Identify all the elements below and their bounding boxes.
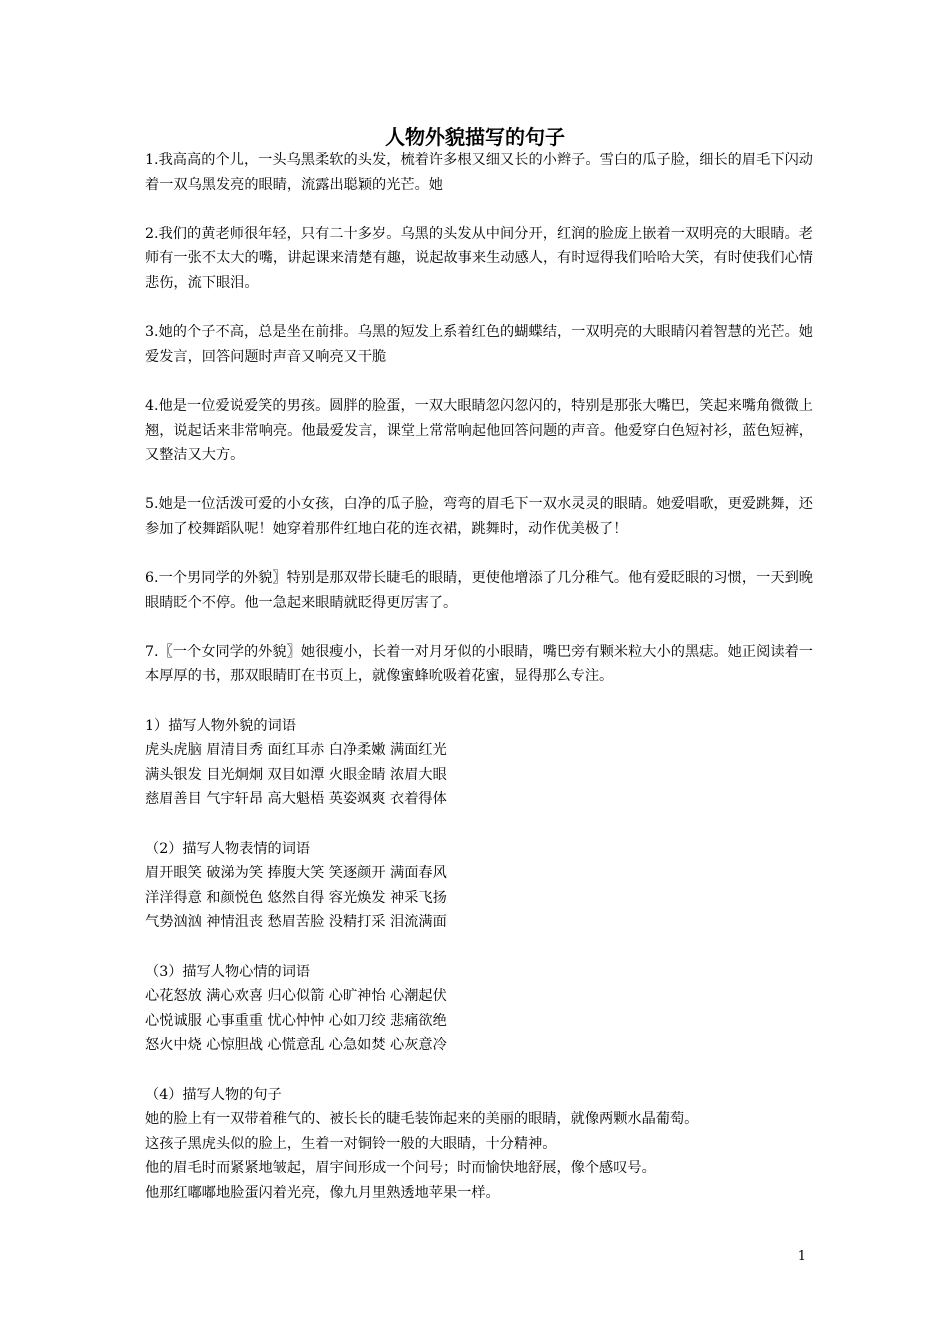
word-list-heading: （3）描写人物心情的词语	[145, 963, 311, 980]
word-list-expression	[145, 837, 813, 935]
word-list-line: 气势汹汹 神情沮丧 愁眉苦脸 没精打采 泪流满面	[145, 914, 447, 931]
paragraph-6: 6.一个男同学的外貌〗特别是那双带长睫毛的眼睛，更使他增添了几分稚气。他有爱眨眼的习惯，一天到晚眼睛眨个不停。他一急起来眼睛就眨得更厉害了。	[145, 570, 813, 611]
page-number: 1	[797, 1249, 806, 1264]
word-list-line: 眉开眼笑 破涕为笑 捧腹大笑 笑逐颜开 满面春风	[145, 865, 447, 882]
paragraph-3: 3.她的个子不高，总是坐在前排。乌黑的短发上系着红色的蝴蝶结，一双明亮的大眼睛闪着智慧的光芒。她爱发言，回答问题时声音又响亮又干脆	[145, 324, 813, 365]
paragraph-2: 2.我们的黄老师很年轻，只有二十多岁。乌黑的头发从中间分开，红润的脸庞上嵌着一双明亮的大眼睛。老师有一张不太大的嘴，讲起课来清楚有趣，说起故事来生动感人，有时逗得我们哈哈大笑，有时使我们心情悲伤，流下眼泪。	[145, 225, 813, 291]
sentence-line: 她的脸上有一双带着稚气的、被长长的睫毛装饰起来的美丽的眼睛，就像两颗水晶葡萄。	[145, 1111, 699, 1128]
word-list-appearance	[145, 714, 813, 812]
paragraph-7: 7.〖一个女同学的外貌〗她很瘦小，长着一对月牙似的小眼睛，嘴巴旁有颗米粒大小的黑痣。她正阅读着一本厚厚的书，那双眼睛盯在书页上，就像蜜蜂吮吸着花蜜，显得那么专注。	[145, 643, 813, 685]
document-body	[145, 148, 813, 1230]
word-list-line: 满头银发 目光炯炯 双目如潭 火眼金睛 浓眉大眼	[145, 766, 447, 783]
sentence-list	[145, 1083, 813, 1206]
word-list-line: 怒火中烧 心惊胆战 心慌意乱 心急如焚 心灰意冷	[145, 1037, 447, 1054]
page-title: 人物外貌描写的句子	[385, 125, 565, 149]
word-list-line: 虎头虎脑 眉清目秀 面红耳赤 白净柔嫩 满面红光	[145, 742, 447, 759]
word-list-line: 心悦诚服 心事重重 忧心忡忡 心如刀绞 悲痛欲绝	[145, 1012, 447, 1029]
word-list-line: 心花怒放 满心欢喜 归心似箭 心旷神怡 心潮起伏	[145, 988, 447, 1005]
paragraph-1: 1.我高高的个儿，一头乌黑柔软的头发，梳着许多根又细又长的小辫子。雪白的瓜子脸，细长的眉毛下闪动着一双乌黑发亮的眼睛，流露出聪颖的光芒。她	[145, 152, 813, 193]
paragraph-5: 5.她是一位活泼可爱的小女孩，白净的瓜子脸，弯弯的眉毛下一双水灵灵的眼睛。她爱唱歌，更爱跳舞，还参加了校舞蹈队呢！她穿着那件红地白花的连衣裙，跳舞时，动作优美极了！	[145, 496, 813, 537]
paragraph-4: 4.他是一位爱说爱笑的男孩。圆胖的脸蛋，一双大眼睛忽闪忽闪的，特别是那张大嘴巴，笑起来嘴角微微上翘，说起话来非常响亮。他最爱发言，课堂上常常响起他回答问题的声音。他爱穿白色短衬衫，蓝色短裤，又整洁又大方。	[145, 397, 813, 464]
sentence-line: 这孩子黑虎头似的脸上，生着一对铜铃一般的大眼睛，十分精神。	[145, 1135, 557, 1152]
word-list-line: 洋洋得意 和颜悦色 悠然自得 容光焕发 神采飞扬	[145, 889, 447, 906]
sentence-line: 他的眉毛时而紧紧地皱起，眉宇间形成一个问号；时而愉快地舒展，像个感叹号。	[145, 1160, 656, 1177]
sentence-list-heading: （4）描写人物的句子	[145, 1086, 282, 1103]
word-list-heading: （2）描写人物表情的词语	[145, 840, 311, 857]
sentence-line: 他那红嘟嘟地脸蛋闪着光亮，像九月里熟透地苹果一样。	[145, 1184, 500, 1201]
word-list-line: 慈眉善目 气宇轩昂 高大魁梧 英姿飒爽 衣着得体	[145, 791, 447, 808]
word-list-mood	[145, 960, 813, 1058]
word-list-heading: 1）描写人物外貌的词语	[145, 717, 296, 734]
